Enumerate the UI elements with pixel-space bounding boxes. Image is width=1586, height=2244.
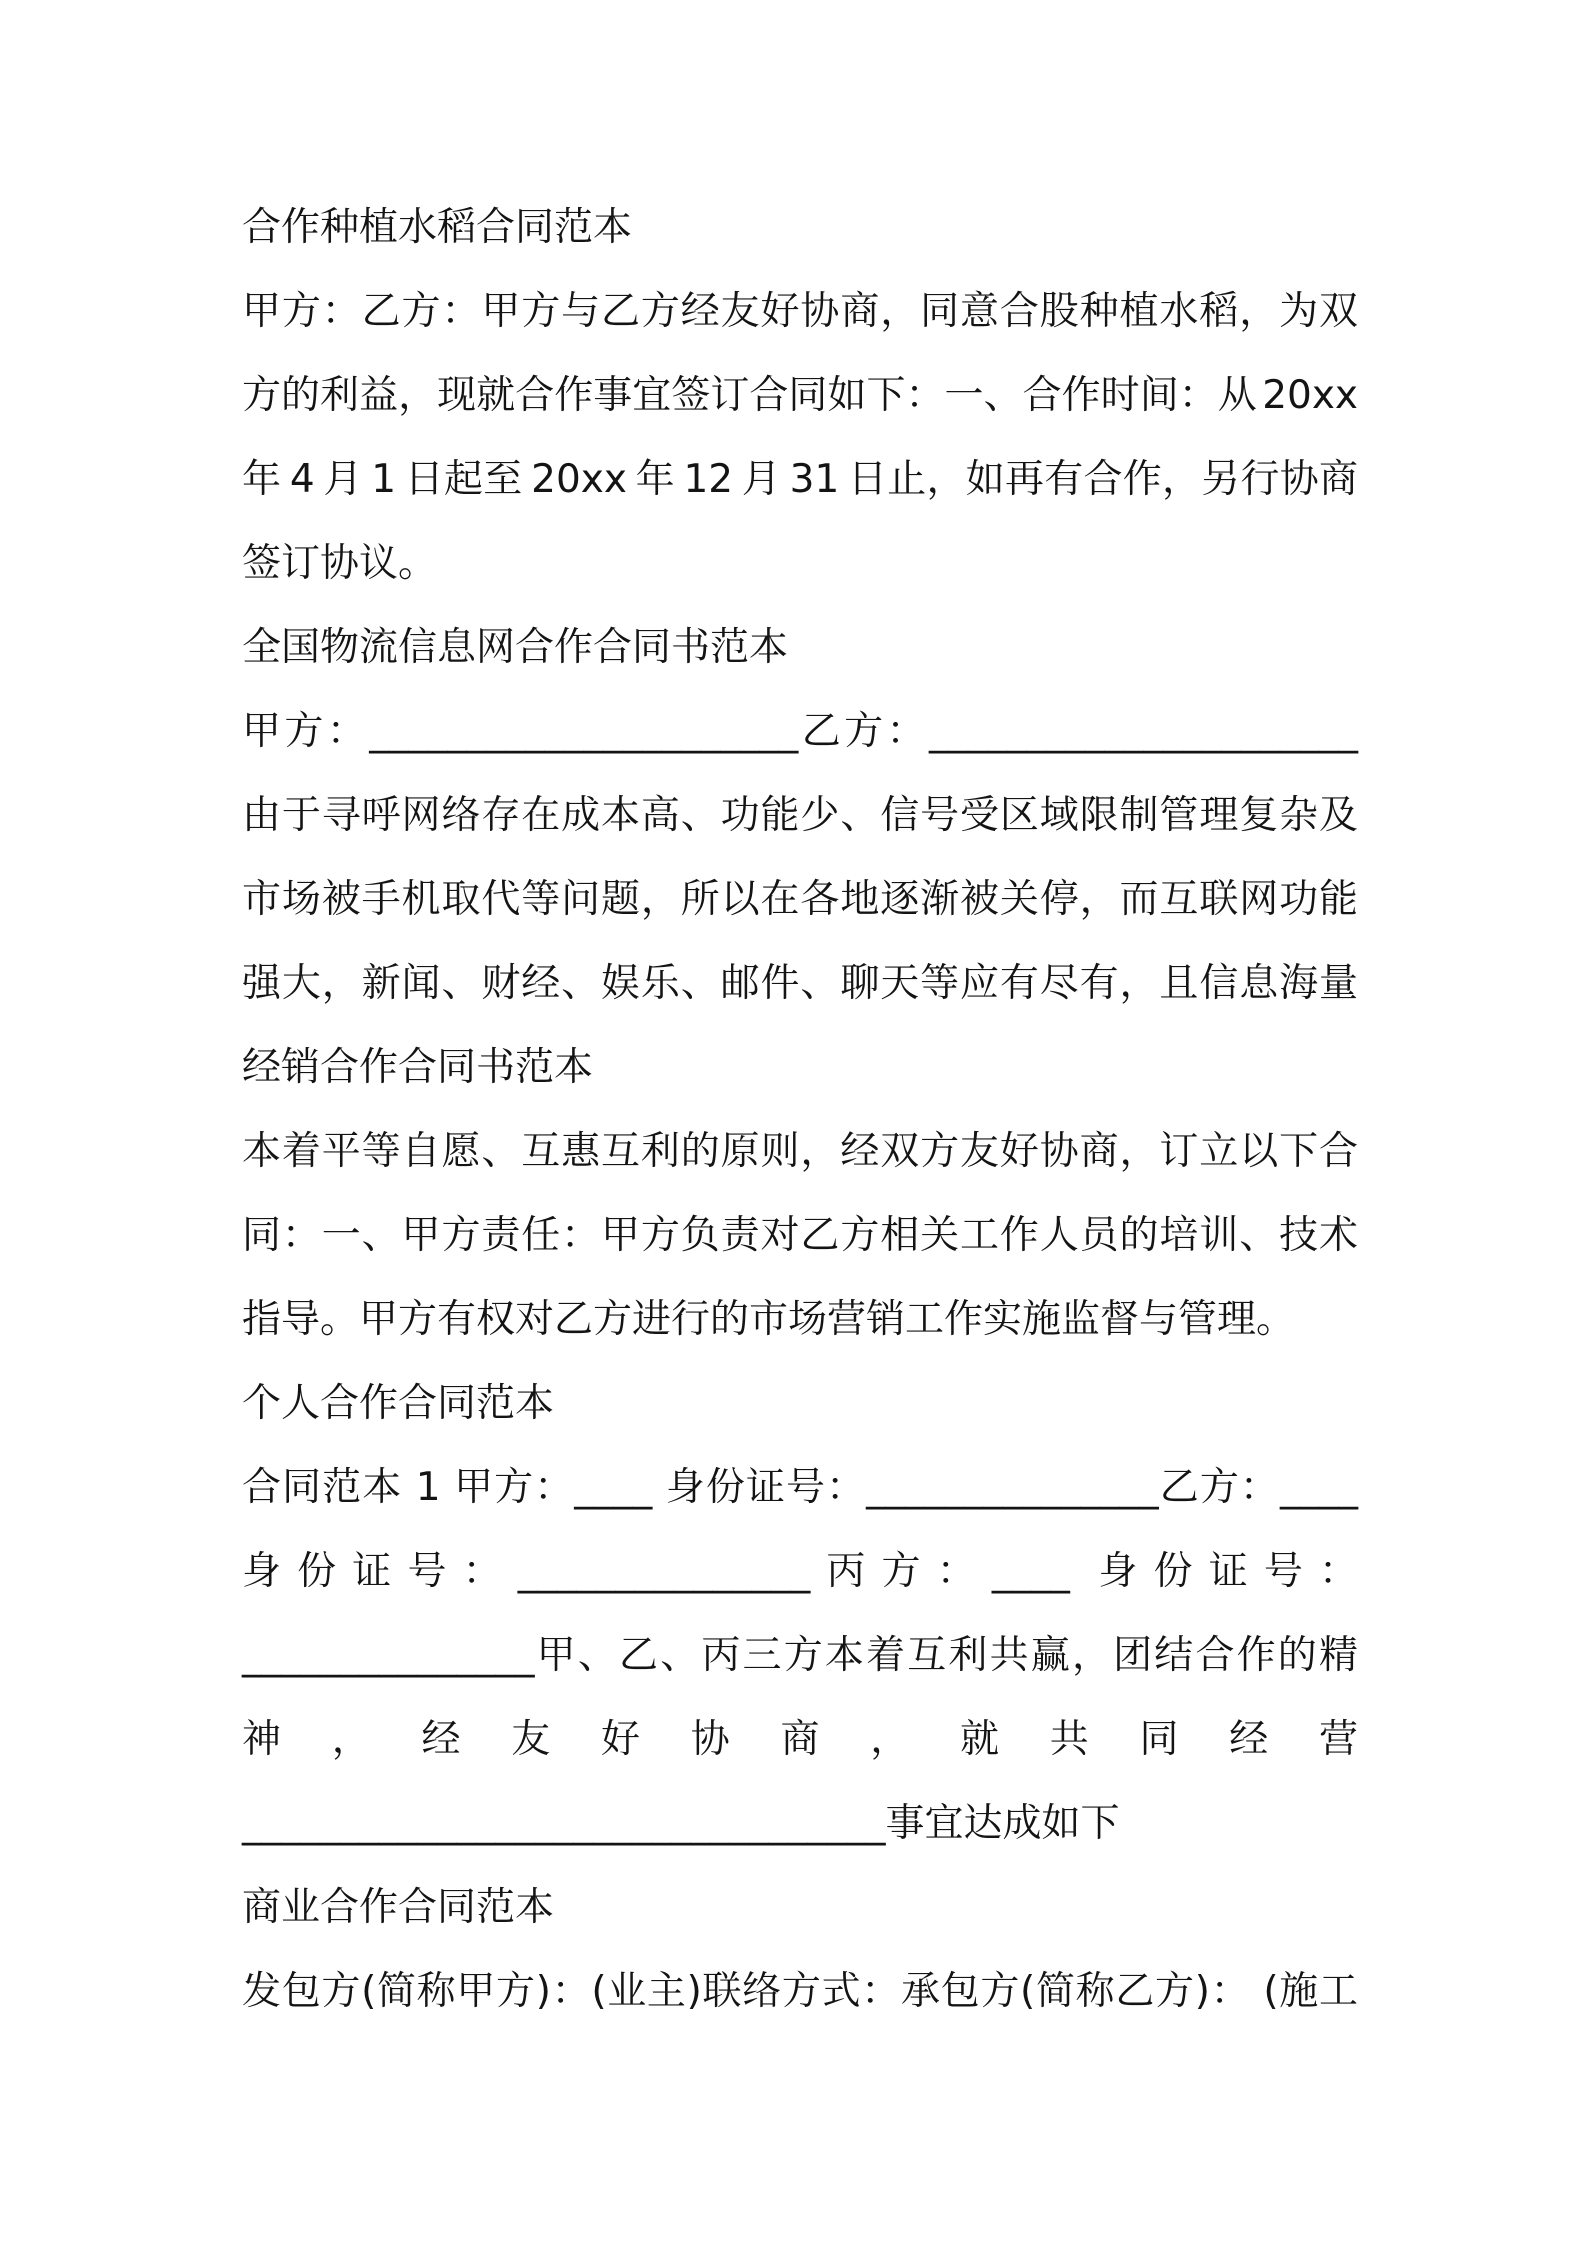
contract-section — [242, 1866, 1358, 2034]
section-heading: 个人合作合同范本 — [242, 1381, 555, 1426]
text-line: 方的利益，现就合作事宜签订合同如下：一、合作时间：从 20xx — [242, 373, 1358, 418]
text-line: 指导。甲方有权对乙方进行的市场营销工作实施监督与管理。 — [242, 1297, 1296, 1342]
section-heading: 全国物流信息网合作合同书范本 — [242, 625, 789, 670]
text-line: 神，经友好协商，就共同经营 — [242, 1717, 1358, 1762]
text-line: 同：一、甲方责任：甲方负责对乙方相关工作人员的培训、技术 — [242, 1213, 1358, 1258]
text-line: 市场被手机取代等问题，所以在各地逐渐被关停，而互联网功能 — [242, 877, 1358, 922]
text-line: 由于寻呼网络存在成本高、功能少、信号受区域限制管理复杂及 — [242, 793, 1358, 838]
text-line: 发包方(简称甲方)：(业主)联络方式：承包方(简称乙方)： (施工 — [242, 1969, 1358, 2014]
contract-section — [242, 1362, 1358, 1866]
text-line: 甲方：______________________乙方：______________________ — [242, 709, 1358, 754]
text-line: 身份证号：_______________丙方：____ 身份证号： — [242, 1549, 1358, 1594]
section-heading: 商业合作合同范本 — [242, 1885, 555, 1930]
contract-section — [242, 1026, 1358, 1362]
contract-section — [242, 186, 1358, 606]
text-line: 强大，新闻、财经、娱乐、邮件、聊天等应有尽有，且信息海量 — [242, 961, 1358, 1006]
document-page — [242, 186, 1358, 2034]
text-line: 签订协议。 — [242, 541, 438, 586]
section-heading: 合作种植水稻合同范本 — [242, 205, 633, 250]
text-line: 合同范本 1 甲方：____ 身份证号：_______________乙方：____ — [242, 1465, 1358, 1510]
text-line: 甲方：乙方：甲方与乙方经友好协商，同意合股种植水稻，为双 — [242, 289, 1358, 334]
text-line: _________________________________事宜达成如下 — [242, 1801, 1120, 1846]
text-line: _______________甲、乙、丙三方本着互利共赢，团结合作的精 — [242, 1633, 1358, 1678]
section-heading: 经销合作合同书范本 — [242, 1045, 594, 1090]
text-line: 本着平等自愿、互惠互利的原则，经双方友好协商，订立以下合 — [242, 1129, 1358, 1174]
contract-section — [242, 606, 1358, 1026]
text-line: 年 4 月 1 日起至 20xx 年 12 月 31 日止，如再有合作，另行协商 — [242, 457, 1358, 502]
